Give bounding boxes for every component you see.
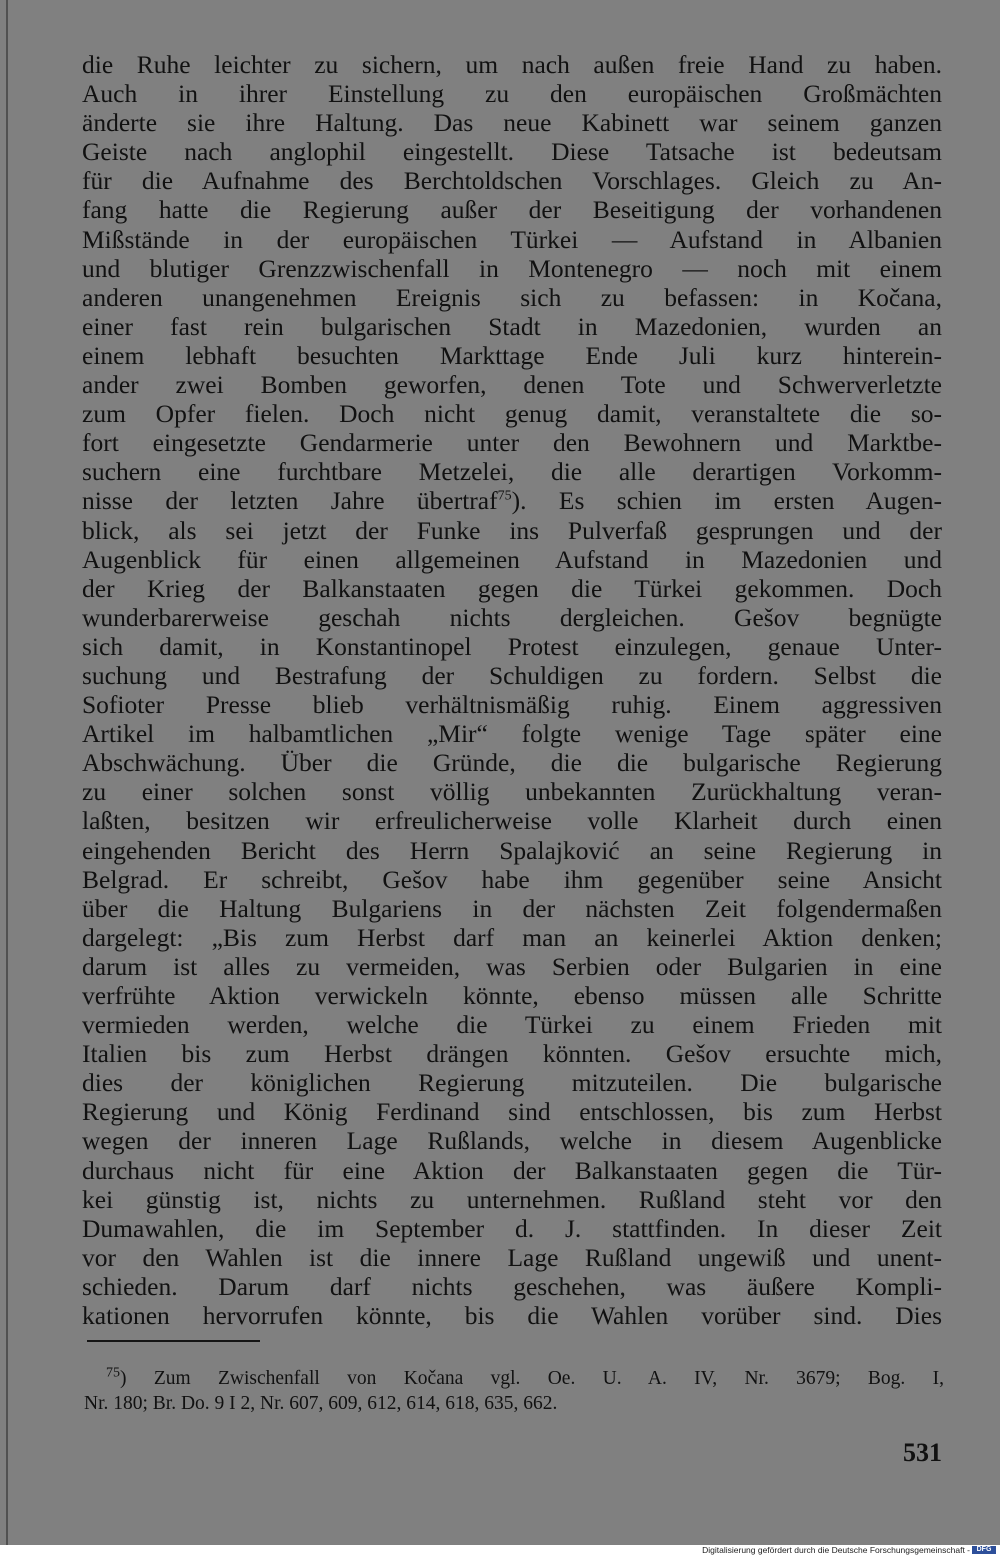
text-line: vermieden werden, welche die Türkei zu einem Frieden mit [82, 1010, 942, 1040]
text-line: wegen der inneren Lage Rußlands, welche in diesem Augenblicke [82, 1126, 942, 1156]
text-line: fang hatte die Regierung außer der Beseitigung der vorhandenen [82, 195, 942, 225]
text-line: für die Aufnahme des Berchtoldschen Vorschlages. Gleich zu An- [82, 166, 942, 196]
text-line: suchern eine furchtbare Metzelei, die alle derartigen Vorkomm- [82, 457, 942, 487]
text-line: über die Haltung Bulgariens in der nächsten Zeit folgendermaßen [82, 893, 942, 923]
footnote-line [84, 1366, 944, 1391]
footnote-reference[interactable]: 75 [497, 488, 512, 504]
footnote-marker: 75 [106, 1366, 120, 1381]
footnote-text: ) Zum Zwischenfall von Kočana vgl. Oe. U. A. IV, Nr. 3679; Bog. I, [120, 1368, 944, 1389]
text-line: schieden. Darum darf nichts geschehen, was äußere Kompli- [82, 1271, 942, 1301]
text-line: Belgrad. Er schreibt, Gešov habe ihm gegenüber seine Ansicht [82, 864, 942, 894]
text-line: laßten, besitzen wir erfreulicherweise volle Klarheit durch einen [82, 806, 942, 836]
page-edge-shadow [6, 0, 8, 1545]
text-line: darum ist alles zu vermeiden, was Serbien oder Bulgarien in eine [82, 951, 942, 981]
body-text [82, 50, 942, 1330]
text-line: die Ruhe leichter zu sichern, um nach außen freie Hand zu haben. [82, 50, 942, 79]
text-line: Auch in ihrer Einstellung zu den europäischen Großmächten [82, 79, 942, 109]
text-line-end: ). Es schien im ersten Augen- [511, 486, 942, 516]
text-line: ander zwei Bomben geworfen, denen Tote und Schwerverletzte [82, 370, 942, 400]
text-line: Sofioter Presse blieb verhältnismäßig ruhig. Einem aggressiven [82, 690, 942, 720]
text-line: der Krieg der Balkanstaaten gegen die Türkei gekommen. Doch [82, 573, 942, 603]
text-line: vor den Wahlen ist die innere Lage Rußland ungewiß und unent- [82, 1242, 942, 1272]
text-line: Abschwächung. Über die Gründe, die die bulgarische Regierung [82, 748, 942, 778]
text-line: Mißstände in der europäischen Türkei — Aufstand in Albanien [82, 224, 942, 254]
text-line: Regierung und König Ferdinand sind entschlossen, bis zum Herbst [82, 1097, 942, 1127]
text-line: dargelegt: „Bis zum Herbst darf man an keinerlei Aktion denken; [82, 922, 942, 952]
text-line: zum Opfer fielen. Doch nicht genug damit, veranstaltete die so- [82, 399, 942, 429]
text-line: Italien bis zum Herbst drängen könnten. Gešov ersuchte mich, [82, 1039, 942, 1069]
footnote-separator [87, 1340, 260, 1342]
page-number: 531 [903, 1438, 942, 1467]
text-line: wunderbarerweise geschah nichts dergleichen. Gešov begnügte [82, 602, 942, 632]
text-line: dies der königlichen Regierung mitzuteilen. Die bulgarische [82, 1068, 942, 1098]
text-line: blick, als sei jetzt der Funke ins Pulverfaß gesprungen und der [82, 515, 942, 545]
footnote-line: Nr. 180; Br. Do. 9 I 2, Nr. 607, 609, 612, 614, 618, 635, 662. [84, 1393, 558, 1414]
text-line: kei günstig ist, nichts zu unternehmen. Rußland steht vor den [82, 1184, 942, 1214]
text-line: kationen hervorrufen könnte, bis die Wahlen vorüber sind. Dies [82, 1301, 942, 1331]
text-line: Dumawahlen, die im September d. J. stattfinden. In dieser Zeit [82, 1213, 942, 1243]
text-line: einer fast rein bulgarischen Stadt in Mazedonien, wurden an [82, 311, 942, 341]
text-line: sich damit, in Konstantinopel Protest einzulegen, genaue Unter- [82, 631, 942, 661]
text-line: einem lebhaft besuchten Markttage Ende Juli kurz hinterein- [82, 340, 942, 370]
footnote [84, 1366, 944, 1416]
text-line: durchaus nicht für eine Aktion der Balkanstaaten gegen die Tür- [82, 1155, 942, 1185]
text-line: zu einer solchen sonst völlig unbekannten Zurückhaltung veran- [82, 777, 942, 807]
text-line: anderen unangenehmen Ereignis sich zu befassen: in Kočana, [82, 282, 942, 312]
text-line: Geiste nach anglophil eingestellt. Diese Tatsache ist bedeutsam [82, 137, 942, 167]
text-line: änderte sie ihre Haltung. Das neue Kabinett war seinem ganzen [82, 108, 942, 138]
text-line: eingehenden Bericht des Herrn Spalajković an seine Regierung in [82, 835, 942, 865]
dfg-logo: DFG [972, 1546, 996, 1554]
text-line-start: nisse der letzten Jahre übertraf [82, 486, 498, 516]
text-line: Augenblick für einen allgemeinen Aufstand in Mazedonien und [82, 544, 942, 574]
text-line: und blutiger Grenzzwischenfall in Montenegro — noch mit einem [82, 253, 942, 283]
text-line-with-footnote-ref [82, 486, 942, 515]
text-line: verfrühte Aktion verwickeln könnte, ebenso müssen alle Schritte [82, 981, 942, 1010]
text-line: Artikel im halbamtlichen „Mir“ folgte wenige Tage später eine [82, 719, 942, 749]
text-line: fort eingesetzte Gendarmerie unter den Bewohnern und Marktbe- [82, 428, 942, 458]
text-line: suchung und Bestrafung der Schuldigen zu fordern. Selbst die [82, 660, 942, 690]
digitization-credit: Digitalisierung gefördert durch die Deutsche Forschungsgemeinschaft - [702, 1545, 970, 1555]
